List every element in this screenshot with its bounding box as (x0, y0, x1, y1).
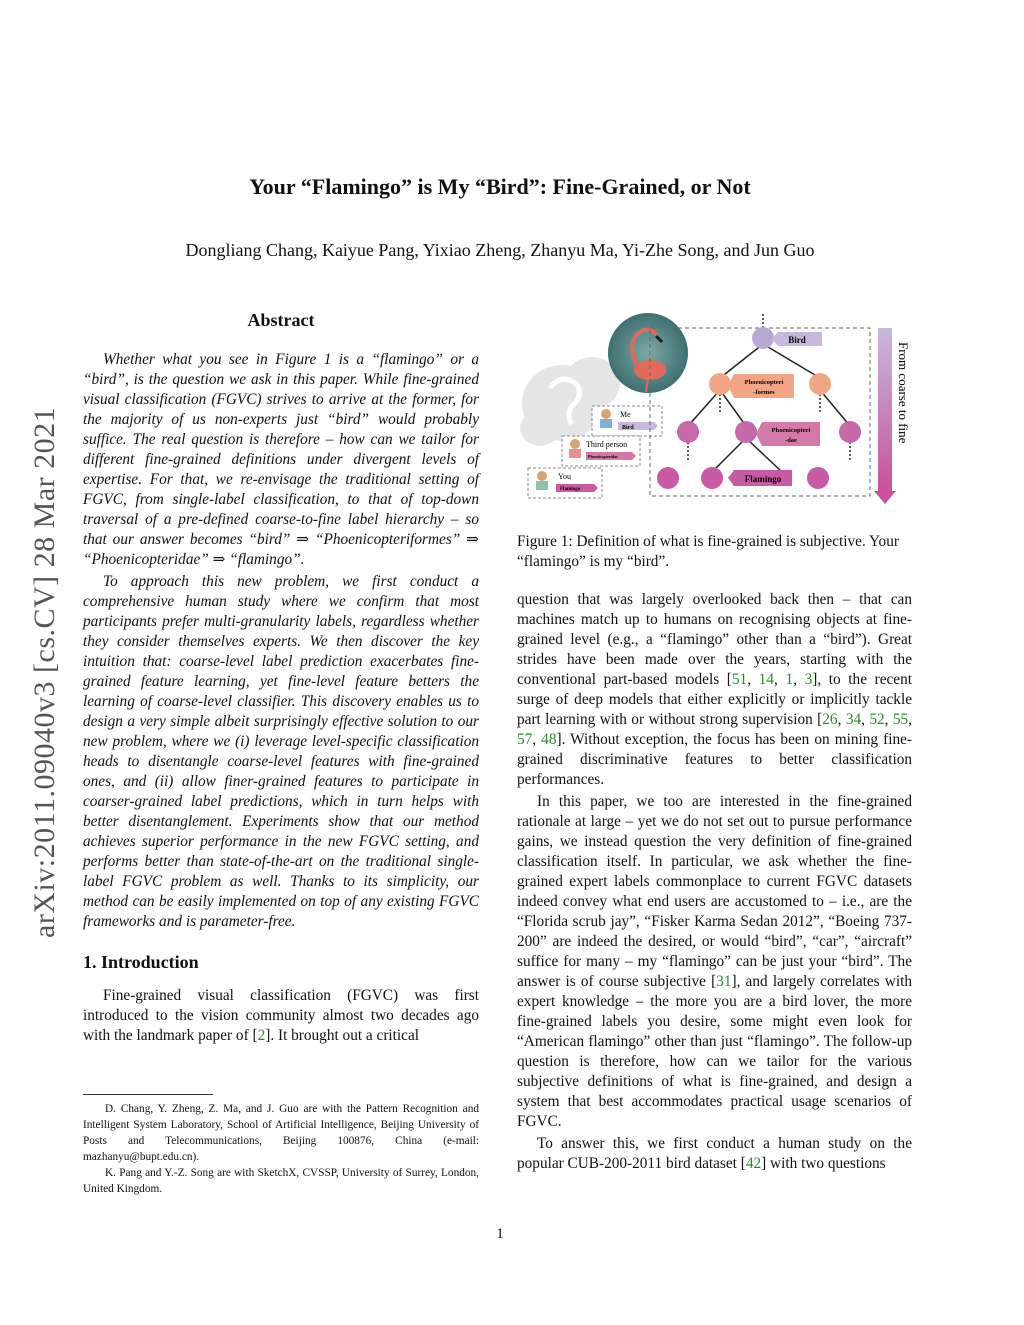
node-species-sibling (657, 467, 679, 489)
text-run: , (773, 671, 786, 688)
figure-caption: Figure 1: Definition of what is fine-grained is subjective. Your “flamingo” is my “bird”. (517, 533, 899, 570)
person-icon (570, 439, 580, 449)
node-family (735, 421, 757, 443)
text-run: ]. It brought out a critical (265, 1027, 420, 1044)
text-run: question that was largely overlooked back then – that can machines match up to humans on recognising objects at fine-grained level (e.g., a “flamingo” other than a “bird”). Great strides have been made over the years, starting with the conventional part-based models [ (517, 591, 912, 688)
text-run: , (532, 731, 542, 748)
page-number: 1 (496, 1226, 504, 1242)
card-you-tag: Flamingo (560, 487, 581, 492)
figure-1-hierarchy (520, 308, 920, 523)
citation-link[interactable]: 57 (517, 731, 533, 748)
citation-link[interactable]: 1 (785, 671, 794, 688)
text-run: ], and largely correlates with expert knowledge – the more you are a bird lover, the more fine-grained labels you desire, some might even look for “American flamingo” other than just “flamingo”. The follow-up question is therefore, how can we tailor for the various subjective definitions of what is fine-grained, and design a system that best accommodates practical usage scenarios of FGVC. (517, 973, 913, 1130)
introduction-heading: 1. Introduction (83, 952, 199, 972)
card-third-label: Third person (586, 440, 628, 449)
abstract-heading: Abstract (247, 310, 315, 330)
citation-link[interactable]: 48 (541, 731, 557, 748)
node-species-sibling-2 (807, 467, 829, 489)
label-flamingo (728, 470, 792, 486)
node-family-sibling-2 (839, 421, 861, 443)
label-phoenicopteridae (756, 422, 820, 446)
person-icon (537, 471, 547, 481)
node-bird (752, 327, 774, 349)
card-me-tag: Bird (622, 425, 634, 431)
citation-link[interactable]: 2 (257, 1027, 266, 1044)
citation-link[interactable]: 3 (804, 671, 813, 688)
card-third-person (562, 436, 640, 466)
footnote-affiliation-1: D. Chang, Y. Zheng, Z. Ma, and J. Guo are with the Pattern Recognition and Intelligent System Laboratory, School of Artificial Intelligence, Beijing University of Posts and Telecommunications, Beijing 100876, China (e-mail: mazhanyu@bupt.edu.cn). (83, 1103, 479, 1163)
node-species (701, 467, 723, 489)
axis-label: From coarse to fine (896, 342, 911, 444)
arxiv-identifier: arXiv:2011.09040v3 [cs.CV] 28 Mar 2021 (28, 406, 61, 938)
citation-link[interactable]: 26 (822, 711, 838, 728)
abstract-body (83, 350, 479, 932)
node-order (709, 373, 731, 395)
text-run: , (908, 711, 912, 728)
citation-link[interactable]: 14 (758, 671, 774, 688)
svg-text:Phoenicopteri: Phoenicopteri (744, 379, 784, 386)
card-me-label: Me (620, 410, 631, 419)
citation-link[interactable]: 52 (869, 711, 885, 728)
footnotes (83, 1094, 479, 1197)
node-family-sibling (677, 421, 699, 443)
label-phoenicopteriformes (728, 374, 794, 398)
text-run: To answer this, we first conduct a human study on the popular CUB-200-2011 bird dataset [ (517, 1135, 912, 1172)
footnote-divider (83, 1094, 213, 1095)
right-column (517, 590, 912, 1174)
coarse-to-fine-arrow (874, 328, 911, 504)
citation-link[interactable]: 55 (892, 711, 909, 728)
abstract-paragraph: Whether what you see in Figure 1 is a “flamingo” or a “bird”, is the question we ask in this paper. While fine-grained visual classification (FGVC) strives to arrive at the former, for the majority of us non-experts just “bird” would probably suffice. The real question is therefore – how can we tailor for different fine-grained definitions under divergent levels of expertise. For that, we re-envisage the traditional setting of FGVC, from single-label classification, to that of top-down traversal of a pre-defined coarse-to-fine label hierarchy – so that our answer becomes “bird” ⇒ “Phoenicopteriformes” ⇒ “Phoenicopteridae” ⇒ “flamingo”. (83, 351, 479, 568)
footnote-affiliation-2: K. Pang and Y.-Z. Song are with SketchX, CVSSP, University of Surrey, London, United Kingdom. (83, 1167, 479, 1195)
citation-link[interactable]: 42 (745, 1155, 762, 1172)
card-third-tag: Phoenicopteridae (588, 454, 618, 459)
text-run: , (793, 671, 805, 688)
label-bird (772, 332, 822, 346)
card-you-label: You (558, 472, 571, 481)
intro-paragraph (517, 792, 912, 1132)
citation-link[interactable]: 31 (716, 973, 732, 990)
flamingo-photo (608, 313, 688, 393)
paper-title: Your “Flamingo” is My “Bird”: Fine-Grained, or Not (249, 174, 751, 199)
text-run: ] with two questions (761, 1155, 886, 1172)
text-run: , (884, 711, 893, 728)
text-run: ]. Without exception, the focus has been on mining fine-grained discriminative features to better classification performances. (517, 731, 912, 788)
intro-paragraph-continued (517, 590, 912, 790)
svg-text:-formes: -formes (753, 389, 775, 396)
text-run: , (861, 711, 870, 728)
card-you (528, 468, 602, 498)
svg-text:Phoenicopteri: Phoenicopteri (771, 427, 811, 434)
left-column (83, 310, 479, 1046)
abstract-paragraph: To approach this new problem, we first conduct a comprehensive human study where we confirm that most participants prefer multi-granularity labels, regardless whether they consider themselves experts. We then discover the key intuition that: coarse-level label prediction exacerbates fine-grained feature learning, yet fine-level feature betters the learning of coarse-level classifier. This discovery enables us to design a very simple albeit surprisingly effective solution to our new problem, where we (i) leverage level-specific classification heads to disentangle coarse-level features with fine-grained ones, and (ii) allow finer-grained features to participate in coarser-grained label predictions, which in turn helps with better disentanglement. Experiments show that our method achieves superior performance in the new FGVC setting, and performs better than state-of-the-art on the traditional single-label FGVC problem as well. Thanks to its simplicity, our method can be easily implemented on top of any existing FGVC frameworks and is parameter-free. (83, 573, 479, 930)
text-run: , (747, 671, 759, 688)
hierarchy-edges (688, 344, 850, 472)
intro-paragraph (83, 986, 479, 1046)
author-list: Dongliang Chang, Kaiyue Pang, Yixiao Zheng, Zhanyu Ma, Yi-Zhe Song, and Jun Guo (185, 240, 815, 260)
citation-link[interactable]: 51 (731, 671, 748, 688)
person-icon (601, 409, 611, 419)
node-order-sibling (809, 373, 831, 395)
text-run: ], to the recent surge of deep models that either explicitly or implicitly tackle part learning with or without strong supervision [ (517, 671, 912, 728)
text-run: In this paper, we too are interested in the fine-grained rationale at large – yet we do not set out to pursue performance gains, we instead question the very definition of fine-grained classification itself. In particular, we ask whether the fine-grained expert labels commonplace to current FGVC datasets indeed convey what end users are accustomed to – i.e., are the “Florida scrub jay”, “Fisker Karma Sedan 2012”, “Boeing 737-200” are indeed the desired, or would “bird”, “car”, “aircraft” suffice for many – my “flamingo” can be just your “bird”. The answer is of course subjective [ (517, 793, 912, 990)
card-me (592, 406, 662, 436)
text-run: , (837, 711, 846, 728)
svg-text:-dae: -dae (785, 437, 797, 444)
svg-text:Bird: Bird (788, 335, 806, 345)
text-run: Fine-grained visual classification (FGVC) was first introduced to the vision community almost two decades ago with the landmark paper of [ (83, 987, 479, 1044)
citation-link[interactable]: 34 (845, 711, 862, 728)
intro-paragraph (517, 1134, 912, 1174)
svg-text:Flamingo: Flamingo (744, 474, 782, 484)
